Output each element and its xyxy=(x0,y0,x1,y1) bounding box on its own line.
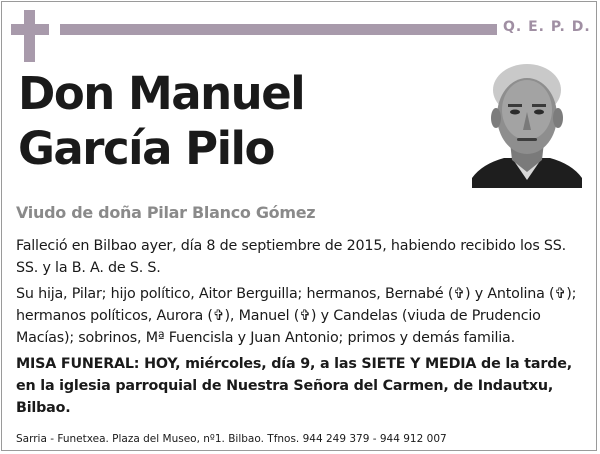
qepd-label: Q. E. P. D. xyxy=(503,19,591,35)
name-line-2: García Pilo xyxy=(18,122,274,175)
name-line-1: Don Manuel xyxy=(18,67,305,120)
death-paragraph: Falleció en Bilbao ayer, día 8 de septiembre de 2015, habiendo recibido los SS. SS. y la B. A. de S. S. xyxy=(16,238,567,276)
obituary-body xyxy=(16,235,588,423)
family-paragraph: Su hija, Pilar; hijo político, Aitor Berguilla; hermanos, Bernabé (✞) y Antolina (✞); hermanos políticos, Aurora (✞), Manuel (✞) y Candelas (viuda de Prudencio Macías); sobrinos, Mª Fuencisla y Juan Antonio; primos y demás familia. xyxy=(16,286,577,346)
cross-vertical-bar xyxy=(24,10,35,62)
deceased-name xyxy=(18,66,458,176)
funeral-mass-paragraph: MISA FUNERAL: HOY, miércoles, día 9, a las SIETE Y MEDIA de la tarde, en la iglesia parroquial de Nuestra Señora del Carmen, de Indautxu, Bilbao. xyxy=(16,356,572,416)
header-rule xyxy=(60,24,497,35)
deceased-portrait xyxy=(472,60,582,188)
cross-horizontal-bar xyxy=(11,24,49,35)
funeral-home-footer: Sarria - Funetxea. Plaza del Museo, nº1. Bilbao. Tfnos. 944 249 379 - 944 912 007 xyxy=(16,433,447,445)
widower-subtitle: Viudo de doña Pilar Blanco Gómez xyxy=(16,203,316,222)
